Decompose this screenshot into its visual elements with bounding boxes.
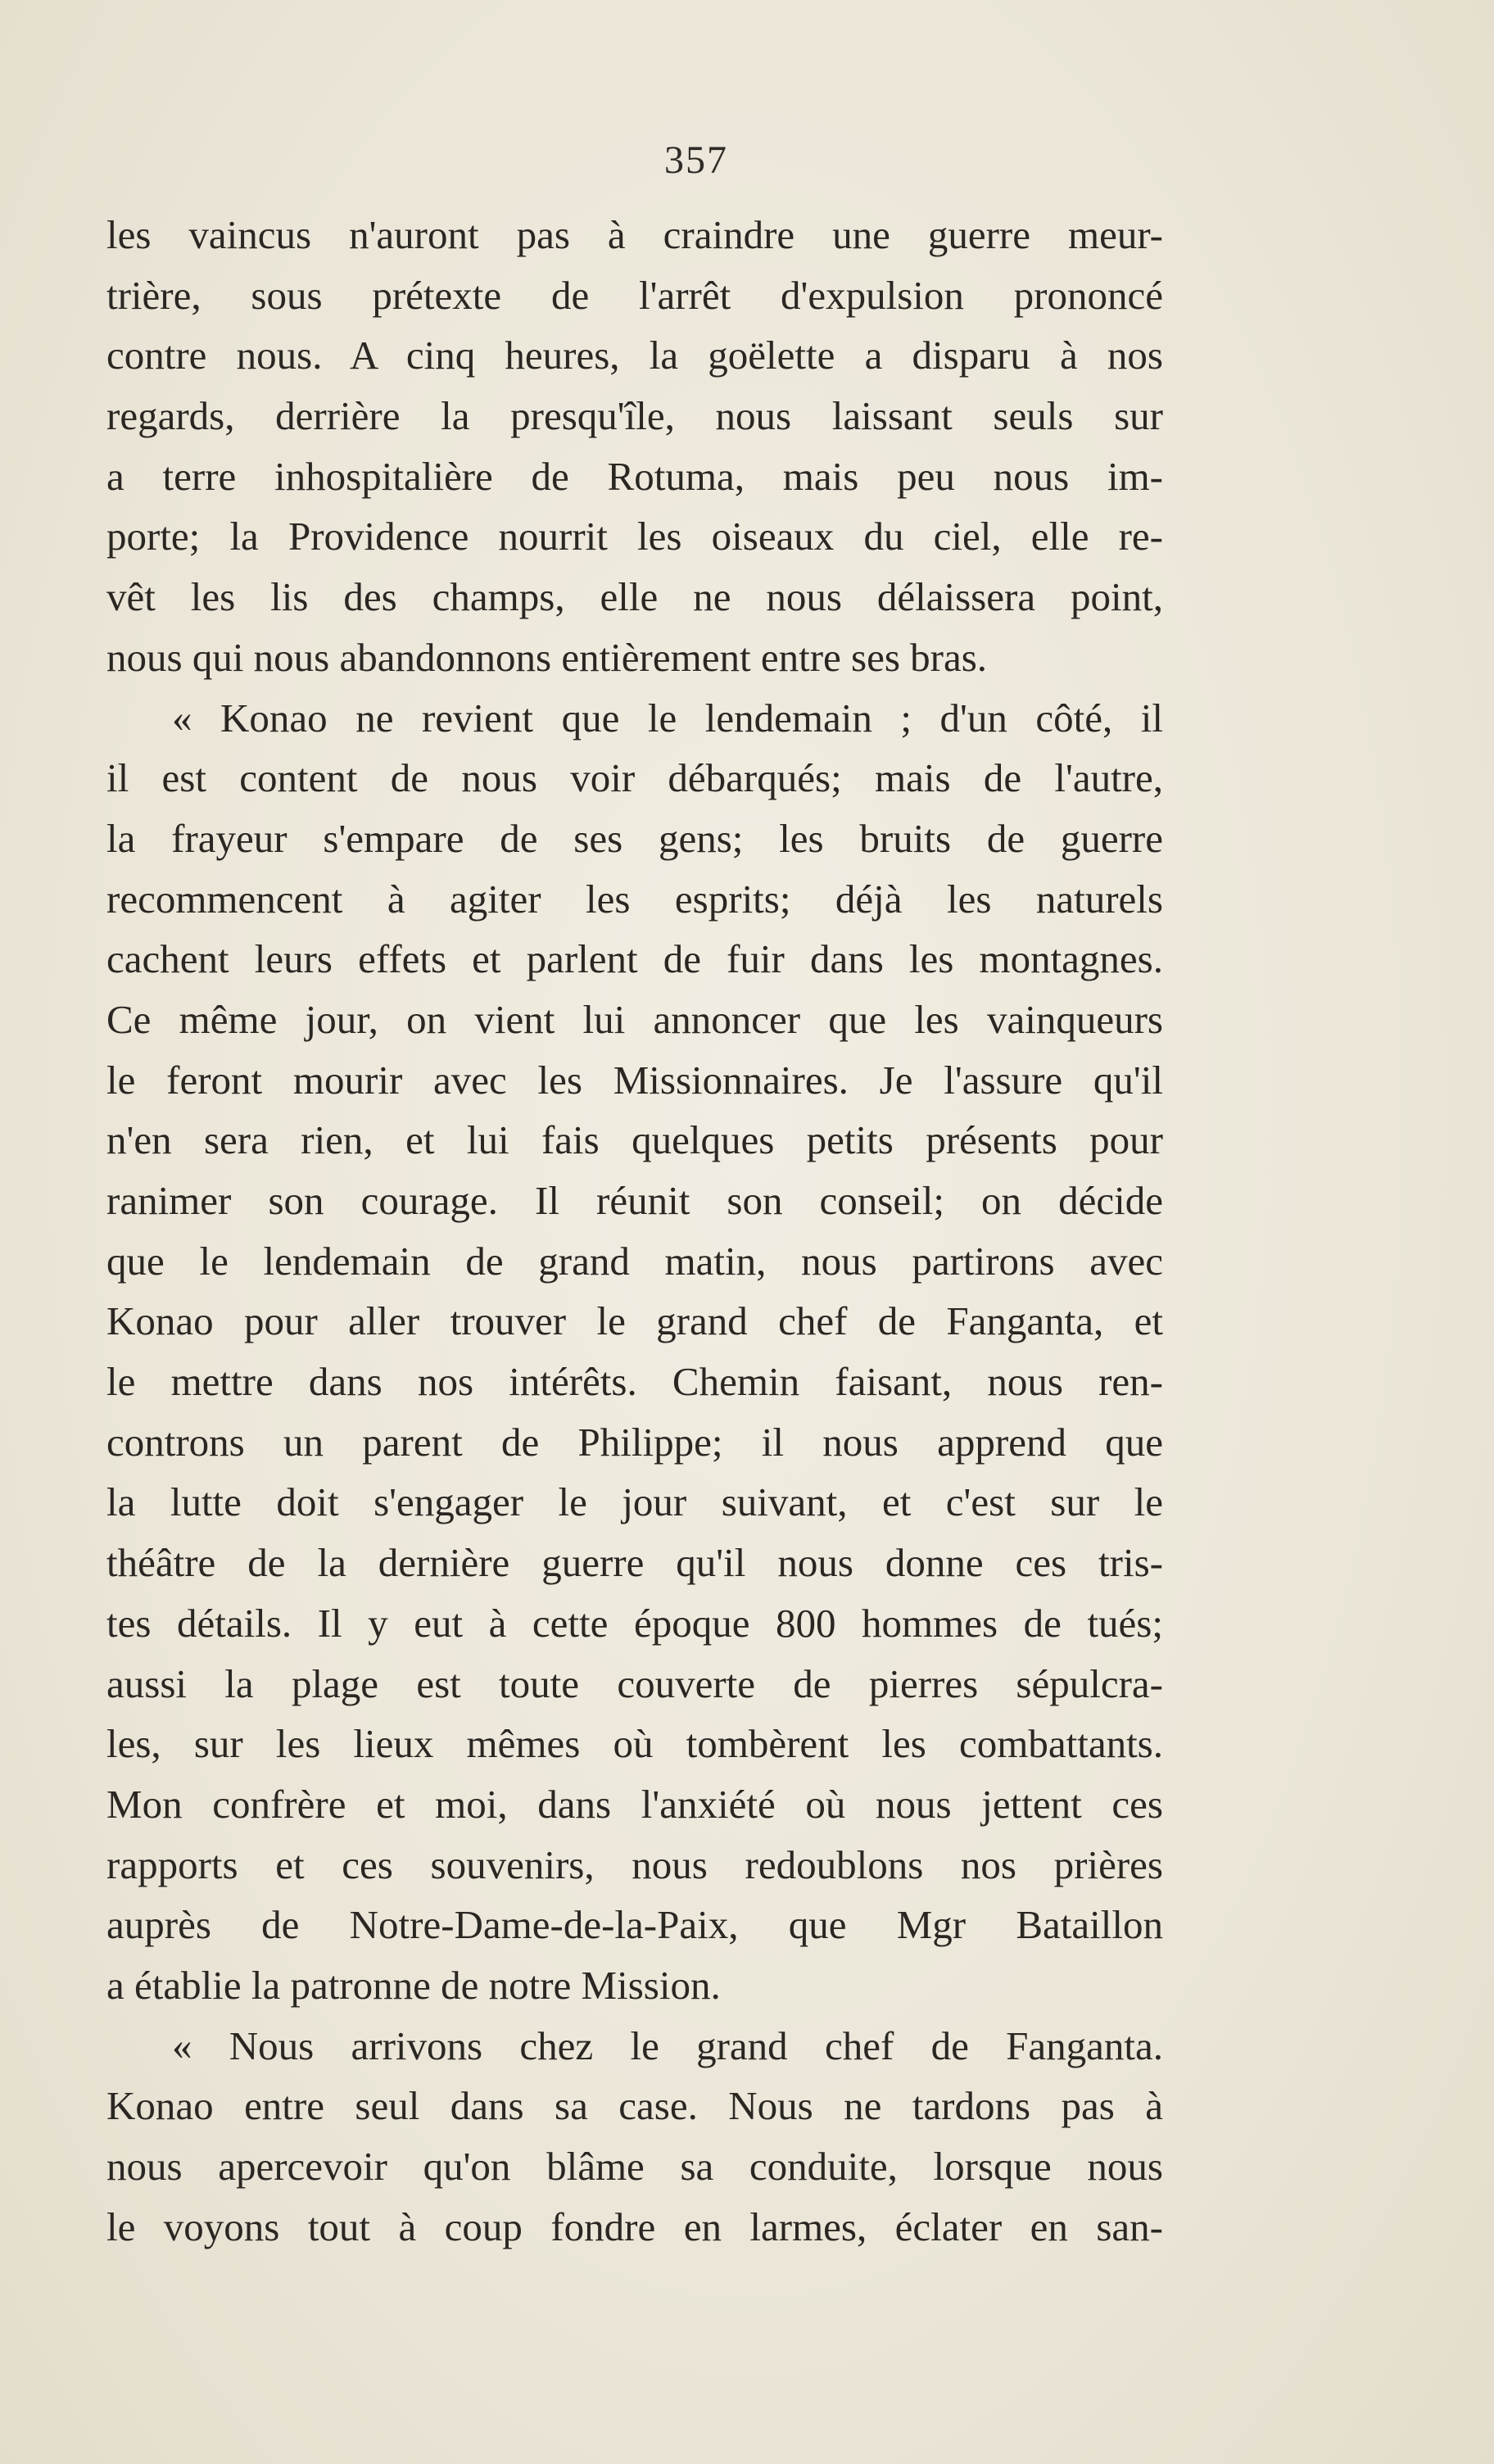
text-line: cachent leurs effets et parlent de fuir dans les montagnes.: [106, 936, 1163, 982]
page-number: 357: [664, 138, 728, 182]
text-line: « Konao ne revient que le lendemain ; d'un côté, il: [172, 695, 1163, 741]
text-line: Mon confrère et moi, dans l'anxiété où nous jettent ces: [106, 1781, 1163, 1827]
text-line: porte; la Providence nourrit les oiseaux du ciel, elle re-: [106, 514, 1163, 559]
text-line: les, sur les lieux mêmes où tombèrent les combattants.: [106, 1721, 1163, 1767]
text-line: le voyons tout à coup fondre en larmes, éclater en san-: [106, 2204, 1163, 2249]
text-line: nous qui nous abandonnons entièrement entre ses bras.: [106, 634, 988, 680]
text-line: recommencent à agiter les esprits; déjà les naturels: [106, 876, 1163, 922]
text-line: Konao entre seul dans sa case. Nous ne tardons pas à: [106, 2083, 1163, 2129]
text-line: Konao pour aller trouver le grand chef de Fanganta, et: [106, 1298, 1163, 1344]
text-line: il est content de nous voir débarqués; mais de l'autre,: [106, 755, 1163, 801]
text-line: trière, sous prétexte de l'arrêt d'expulsion prononcé: [106, 272, 1163, 318]
text-line: aussi la plage est toute couverte de pierres sépulcra-: [106, 1660, 1163, 1706]
text-line: controns un parent de Philippe; il nous apprend que: [106, 1419, 1163, 1465]
body-text: [106, 205, 1163, 2257]
text-line: les vaincus n'auront pas à craindre une guerre meur-: [106, 212, 1163, 257]
text-line: tes détails. Il y eut à cette époque 800 hommes de tués;: [106, 1600, 1163, 1646]
text-line: la frayeur s'empare de ses gens; les bruits de guerre: [106, 815, 1163, 861]
text-line: ranimer son courage. Il réunit son conseil; on décide: [106, 1178, 1163, 1223]
text-line: vêt les lis des champs, elle ne nous délaissera point,: [106, 574, 1163, 620]
text-line: regards, derrière la presqu'île, nous laissant seuls sur: [106, 393, 1163, 439]
text-line: a terre inhospitalière de Rotuma, mais peu nous im-: [106, 453, 1163, 499]
text-line: auprès de Notre-Dame-de-la-Paix, que Mgr Bataillon: [106, 1902, 1163, 1948]
text-line: n'en sera rien, et lui fais quelques petits présents pour: [106, 1117, 1163, 1163]
text-line: rapports et ces souvenirs, nous redoublons nos prières: [106, 1841, 1163, 1887]
text-line: le mettre dans nos intérêts. Chemin faisant, nous ren-: [106, 1359, 1163, 1405]
text-line: théâtre de la dernière guerre qu'il nous donne ces tris-: [106, 1540, 1163, 1586]
text-line: la lutte doit s'engager le jour suivant, et c'est sur le: [106, 1479, 1163, 1525]
text-line: le feront mourir avec les Missionnaires. Je l'assure qu'il: [106, 1057, 1163, 1103]
text-line: « Nous arrivons chez le grand chef de Fanganta.: [172, 2022, 1163, 2068]
text-line: que le lendemain de grand matin, nous partirons avec: [106, 1238, 1163, 1284]
text-line: nous apercevoir qu'on blâme sa conduite, lorsque nous: [106, 2144, 1163, 2189]
text-line: contre nous. A cinq heures, la goëlette a disparu à nos: [106, 333, 1163, 378]
text-line: Ce même jour, on vient lui annoncer que les vainqueurs: [106, 996, 1163, 1042]
text-line: a établie la patronne de notre Mission.: [106, 1962, 721, 2008]
